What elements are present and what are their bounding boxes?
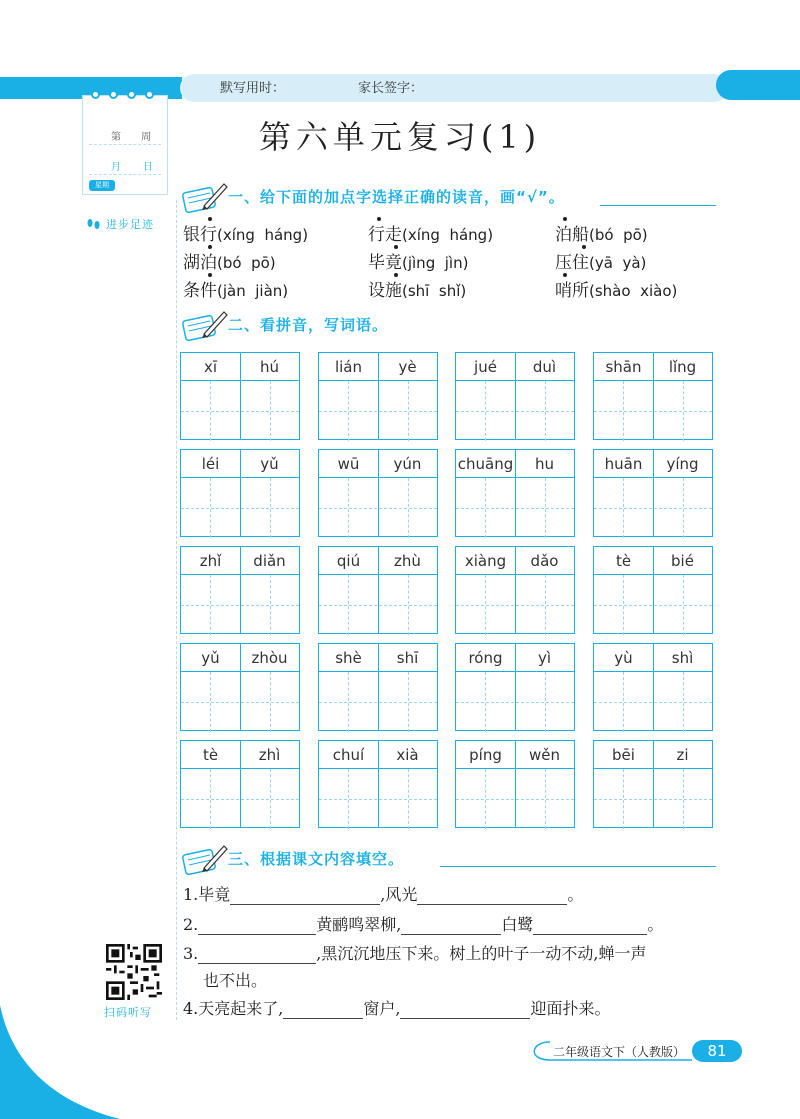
writing-tile[interactable] <box>318 449 438 537</box>
section-1-title: 一、给下面的加点字选择正确的读音，画“√”。 <box>228 187 565 206</box>
emphasis-dot <box>208 245 212 249</box>
pinyin-syllable: wěn <box>528 746 560 764</box>
section-2-title: 二、看拼音，写词语。 <box>228 315 389 334</box>
writing-tile[interactable] <box>180 643 300 731</box>
answer-blank[interactable] <box>533 917 647 935</box>
fill-line-2: 2. 黄鹂鸣翠柳, 白鹭 。 <box>183 915 664 934</box>
pinyin-syllable: róng <box>468 649 503 667</box>
q1-item: 银行(xíng háng) <box>183 225 309 245</box>
answer-blank[interactable] <box>401 917 501 935</box>
corner-wave-decoration <box>0 1005 120 1119</box>
emphasis-dot <box>563 273 567 277</box>
pinyin-syllable: lián <box>334 358 363 376</box>
pinyin-syllable: yún <box>393 455 422 473</box>
pinyin-syllable: shī <box>396 649 419 667</box>
pinyin-syllable: shì <box>671 649 694 667</box>
fill-line-3-continued: 也不出。 <box>203 971 268 990</box>
section-3-heading <box>180 840 404 876</box>
pinyin-syllable: léi <box>201 455 220 473</box>
pinyin-syllable: zhù <box>394 552 421 570</box>
pinyin-syllable: bēi <box>612 746 635 764</box>
writing-tile[interactable] <box>593 740 713 828</box>
q1-item: 压住(yā yà) <box>555 253 647 273</box>
fill-line-1: 1.毕竟 ,风光 。 <box>183 885 584 904</box>
pinyin-syllable: bié <box>671 552 694 570</box>
pinyin-syllable: yì <box>537 649 552 667</box>
writing-tile[interactable] <box>593 546 713 634</box>
pinyin-syllable: yǔ <box>260 455 279 473</box>
pinyin-syllable: chuí <box>332 746 365 764</box>
emphasis-dot <box>377 217 381 221</box>
answer-blank[interactable] <box>198 946 316 964</box>
q1-item: 设施(shī shǐ) <box>368 281 467 301</box>
calendar-month-label: 月 <box>111 162 121 173</box>
pinyin-syllable: huān <box>604 455 643 473</box>
pinyin-syllable: zhì <box>258 746 281 764</box>
pinyin-syllable: qiú <box>336 552 361 570</box>
writing-tile[interactable] <box>455 740 575 828</box>
dictation-time-label: 默写用时： <box>220 81 286 96</box>
section-2-heading <box>180 306 388 342</box>
pinyin-syllable: duì <box>532 358 557 376</box>
pinyin-syllable: yǔ <box>201 649 220 667</box>
book-label: 二年级语文下（人教版） <box>553 1045 686 1059</box>
section-3-title: 三、根据课文内容填空。 <box>228 849 405 868</box>
q1-item: 泊船(bó pō) <box>555 225 648 245</box>
writing-tile[interactable] <box>593 352 713 440</box>
pinyin-syllable: diǎn <box>253 552 286 570</box>
pinyin-syllable: shān <box>605 358 642 376</box>
header-band-right <box>716 70 800 100</box>
fill-line-4: 4.天亮起来了, 窗户, 迎面扑来。 <box>183 999 611 1018</box>
pinyin-syllable: hu <box>534 455 554 473</box>
pinyin-syllable: lǐng <box>668 358 697 376</box>
pinyin-syllable: xià <box>396 746 419 764</box>
answer-blank[interactable] <box>417 887 567 905</box>
pencil-notebook-icon <box>180 840 228 876</box>
page-title: 第六单元复习(1) <box>258 118 542 156</box>
pinyin-syllable: shè <box>335 649 362 667</box>
footprint-icon <box>86 217 102 231</box>
q1-item: 条件(jàn jiàn) <box>183 281 289 301</box>
answer-blank[interactable] <box>230 887 380 905</box>
pinyin-syllable: wū <box>337 455 360 473</box>
pinyin-syllable: zi <box>676 746 689 764</box>
qr-caption: 扫码听写 <box>104 1006 152 1019</box>
writing-tile[interactable] <box>318 740 438 828</box>
pinyin-syllable: dǎo <box>530 552 559 570</box>
pinyin-syllable: yù <box>614 649 633 667</box>
calendar-ring-icon <box>91 90 100 99</box>
pinyin-syllable: yè <box>398 358 417 376</box>
writing-tile[interactable] <box>180 546 300 634</box>
calendar-week-suffix: 周 <box>141 132 151 143</box>
emphasis-dot <box>582 245 586 249</box>
emphasis-dot <box>394 273 398 277</box>
writing-tile[interactable] <box>455 643 575 731</box>
progress-footsteps <box>86 216 154 232</box>
pinyin-syllable: chuāng <box>457 455 514 473</box>
parent-signature-label: 家长签字： <box>358 81 424 96</box>
pinyin-syllable: tè <box>202 746 219 764</box>
pinyin-syllable: yíng <box>666 455 699 473</box>
calendar-day-label: 日 <box>143 162 153 173</box>
calendar-ring-icon <box>127 90 136 99</box>
writing-tile[interactable] <box>455 449 575 537</box>
qr-code-icon[interactable] <box>106 944 162 1000</box>
writing-tile[interactable] <box>455 546 575 634</box>
writing-tile[interactable] <box>593 643 713 731</box>
writing-tile[interactable] <box>318 352 438 440</box>
writing-tile[interactable] <box>318 546 438 634</box>
q1-item: 毕竟(jìng jìn) <box>368 253 469 273</box>
pinyin-syllable: xī <box>203 358 218 376</box>
calendar-ring-icon <box>145 90 154 99</box>
pinyin-syllable: zhǐ <box>199 552 222 570</box>
q1-item: 湖泊(bó pō) <box>183 253 276 273</box>
answer-blank[interactable] <box>400 1001 530 1019</box>
calendar-week-prefix: 第 <box>111 132 121 143</box>
answer-blank[interactable] <box>198 917 316 935</box>
pencil-notebook-icon <box>180 306 228 342</box>
writing-tile[interactable] <box>180 352 300 440</box>
calendar-ring-icon <box>109 90 118 99</box>
emphasis-dot <box>208 273 212 277</box>
pinyin-syllable: zhòu <box>251 649 288 667</box>
calendar-weekday-badge: 星期 <box>89 180 115 191</box>
pinyin-syllable: xiàng <box>464 552 507 570</box>
writing-tile[interactable] <box>180 740 300 828</box>
writing-tile[interactable] <box>318 643 438 731</box>
q1-item: 行走(xíng háng) <box>368 225 494 245</box>
pencil-notebook-icon <box>180 178 228 214</box>
q1-item: 哨所(shào xiào) <box>555 281 678 301</box>
answer-blank[interactable] <box>283 1001 363 1019</box>
writing-tile[interactable] <box>593 449 713 537</box>
page-number: 81 <box>692 1040 742 1062</box>
fill-line-3: 3. ,黑沉沉地压下来。树上的叶子一动不动,蝉一声 <box>183 944 647 963</box>
pinyin-syllable: hú <box>259 358 279 376</box>
pinyin-syllable: tè <box>615 552 632 570</box>
emphasis-dot <box>394 245 398 249</box>
writing-tile[interactable] <box>180 449 300 537</box>
pinyin-writing-grid <box>180 352 714 832</box>
writing-tile[interactable] <box>455 352 575 440</box>
footsteps-label: 进步足迹 <box>106 218 154 231</box>
emphasis-dot <box>563 217 567 221</box>
pinyin-syllable: píng <box>469 746 502 764</box>
margin-divider <box>176 200 177 1020</box>
section-1-heading <box>180 178 565 214</box>
emphasis-dot <box>208 217 212 221</box>
pinyin-syllable: jué <box>474 358 497 376</box>
